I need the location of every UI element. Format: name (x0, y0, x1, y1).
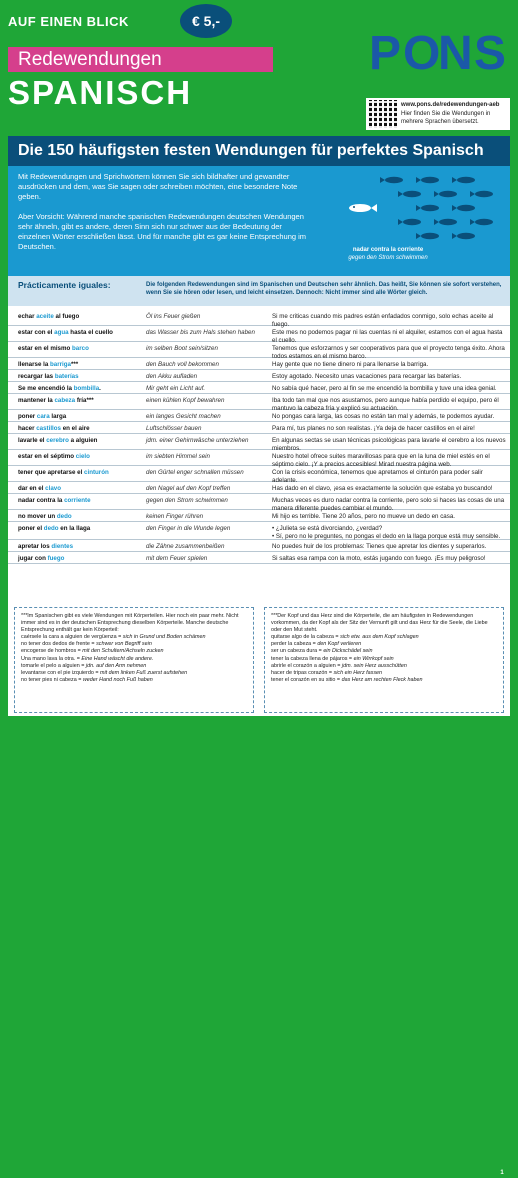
footer-pair: tomarle el pelo a alguien = jdn. auf den Arm nehmen (21, 662, 147, 669)
idiom-spanish-part: agua (54, 329, 69, 336)
idiom-german: den Gürtel enger schnallen müssen (146, 469, 244, 476)
idiom-spanish-part: Se me encendió la (18, 385, 74, 392)
idiom-table (8, 310, 510, 564)
footer-pair: tener la cabeza llena de pájaros = ein Wirrkopf sein (271, 655, 394, 662)
idiom-spanish (18, 385, 148, 393)
footer-pair: no tener dos dedos de frente = schwer von Begriff sein (21, 641, 152, 648)
table-row (8, 410, 510, 422)
idiom-spanish (18, 497, 148, 505)
idiom-german: Luftschlösser bauen (146, 425, 202, 432)
footer-right-box (264, 607, 504, 713)
idiom-spanish-part: echar (18, 313, 37, 320)
footer-pair-de: sich etw. aus dem Kopf schlagen (340, 634, 419, 641)
table-row (8, 522, 510, 540)
idiom-spanish (18, 313, 148, 321)
idiom-german: im selben Boot sein/sitzen (146, 345, 218, 352)
footer-pair-es: tener la cabeza llena de pájaros (271, 655, 348, 662)
idiom-spanish-part: hasta el cuello (68, 329, 113, 336)
idiom-spanish-part: larga (49, 413, 67, 420)
table-row (8, 358, 510, 370)
footer-pair-es: tomarle el pelo a alguien (21, 662, 80, 669)
footer-right-intro: ***Der Kopf und das Herz sind die Körperteile, die am häufigsten in Redewendungen vorkommen, da der Kopf als der Sitz der Vernunft gilt und das Herz für die Seele, die Liebe oder den Mut steht. (271, 613, 488, 634)
idiom-spanish-part: cara (36, 413, 50, 420)
series-label: AUF EINEN BLICK (8, 14, 129, 29)
lone-fish-icon (349, 204, 377, 212)
headline: Die 150 häufigsten festen Wendungen für perfektes Spanisch (8, 136, 510, 166)
table-row (8, 422, 510, 434)
footer-pair-de: das Herz am rechten Fleck haben (341, 676, 423, 683)
idiom-spanish-part: fuego (47, 555, 65, 562)
footer-pair-de: ein Dickschädel sein (323, 648, 373, 655)
idiom-example: No puedes huir de los problemas: Tienes que apretar los dientes y superarlos. (272, 543, 487, 550)
idiom-spanish (18, 513, 148, 521)
idiom-spanish (18, 345, 148, 353)
footer-pair: quitarse algo de la cabeza = sich etw. aus dem Kopf schlagen (271, 634, 419, 641)
footer-pair-es: hacer de tripas corazón (271, 669, 328, 676)
footer-pair-de: Eine Hand wäscht die andere. (81, 655, 154, 662)
footer-pair: hacer de tripas corazón = sich ein Herz fassen (271, 669, 383, 676)
table-row (8, 494, 510, 510)
idiom-german: Öl ins Feuer gießen (146, 313, 201, 320)
idiom-example: Estoy agotado. Necesito unas vacaciones para recargar las baterías. (272, 373, 462, 380)
idiom-german: den Nagel auf den Kopf treffen (146, 485, 231, 492)
idiom-spanish-part: no mover un (18, 513, 57, 520)
table-row (8, 552, 510, 564)
idiom-spanish-part: jugar con (18, 555, 48, 562)
table-row (8, 510, 510, 522)
idiom-example: Tenemos que esforzarnos y ser cooperativos para que el proyecto tenga éxito. Ahora todos estamos en el mismo barco. (272, 345, 505, 360)
idiom-spanish-part: al fuego (53, 313, 80, 320)
price-badge: € 5,- (180, 4, 232, 38)
idiom-german: keinen Finger rühren (146, 513, 204, 520)
footer-pair-de: ein Wirrkopf sein (353, 655, 394, 662)
footer-pair: caérsele la cara a alguien de vergüenza = sich in Grund und Boden schämen (21, 634, 206, 641)
idiom-spanish-part: a alguien (68, 437, 98, 444)
footer-pair-de: sich in Grund und Boden schämen (122, 634, 206, 641)
footer-pair-de: jdn. auf den Arm nehmen (85, 662, 147, 669)
idiom-example: No sabía qué hacer, pero al fin se me encendió la bombilla y tuve una idea genial. (272, 385, 497, 392)
idiom-german: einen kühlen Kopf bewahren (146, 397, 225, 404)
footer-pair: no tener pies ni cabeza = weder Hand noch Fuß haben (21, 676, 153, 683)
note-label: Prácticamente iguales: (18, 280, 111, 290)
idiom-spanish-part: estar con el (18, 329, 55, 336)
idiom-german: den Akku aufladen (146, 373, 198, 380)
idiom-spanish (18, 437, 148, 445)
idiom-spanish-part: en el aire (61, 425, 90, 432)
idiom-spanish-part: poner el (18, 525, 44, 532)
idiom-german: ein langes Gesicht machen (146, 413, 221, 420)
idiom-example: Mi hijo es terrible. Tiene 20 años, pero no mueve un dedo en casa. (272, 513, 455, 520)
footer-pair-es: levantarse con el pie izquierdo (21, 669, 94, 676)
idiom-spanish-part: tener que apretarse el (18, 469, 85, 476)
footer-pair-es: ser un cabeza dura (271, 648, 318, 655)
idiom-spanish-part: castillos (36, 425, 61, 432)
footer-pair-de: jdm. sein Herz ausschütten (341, 662, 407, 669)
idiom-spanish-part: barco (72, 345, 89, 352)
footer-pair-es: tener el corazón en su sitio (271, 676, 336, 683)
table-row (8, 310, 510, 326)
fish-illustration (308, 172, 508, 244)
idiom-example: Hay gente que no tiene dinero ni para llenarse la barriga. (272, 361, 429, 368)
idiom-spanish (18, 373, 148, 381)
idiom-spanish-part: fría*** (75, 397, 94, 404)
footer-pair-es: no tener dos dedos de frente (21, 641, 90, 648)
subtitle-band: Redewendungen (8, 47, 273, 72)
idiom-spanish-part: estar en el séptimo (18, 453, 76, 460)
page-title: SPANISCH (8, 74, 193, 111)
idiom-spanish-part: dientes (51, 543, 74, 550)
logo-letter-p: P (368, 27, 401, 80)
idiom-example: Has dado en el clavo, ¡esa es exactamente la solución que estaba yo buscando! (272, 485, 493, 492)
logo-letter-s: S (473, 27, 506, 80)
footer-pair-de: sich ein Herz fassen (333, 669, 383, 676)
table-row (8, 540, 510, 552)
idiom-spanish-part: mantener la (18, 397, 55, 404)
qr-code-icon[interactable] (369, 100, 397, 128)
table-row (8, 394, 510, 410)
footer-pair-es: encogerse de hombros (21, 648, 77, 655)
idiom-spanish (18, 525, 148, 533)
table-row (8, 450, 510, 466)
idiom-example: En algunas sectas se usan técnicas psicológicas para lavarle el cerebro a los nuevos miembros. (272, 437, 506, 452)
footer-pair: Una mano lava la otra. = Eine Hand wäscht die andere. (21, 655, 154, 662)
idiom-spanish-part: cabeza (54, 397, 76, 404)
footer-pair-es: quitarse algo de la cabeza (271, 634, 334, 641)
idiom-spanish (18, 453, 148, 461)
idiom-example: Este mes no podemos pagar ni las cuentas ni el alquiler, estamos con el agua hasta el cuello. (272, 329, 503, 344)
idiom-spanish-part: en la llaga (58, 525, 91, 532)
idiom-spanish (18, 485, 148, 493)
idiom-spanish-part: llenarse la (18, 361, 50, 368)
table-row (8, 326, 510, 342)
idiom-spanish-part: hacer (18, 425, 37, 432)
idiom-spanish (18, 413, 148, 421)
idiom-spanish-part: bombilla (73, 385, 100, 392)
idiom-example: Muchas veces es duro nadar contra la corriente, pero solo si haces las cosas de una manera diferente puedes cambiar el mundo. (272, 497, 505, 512)
fish-caption (328, 246, 448, 262)
idiom-german: im siebten Himmel sein (146, 453, 210, 460)
idiom-german: den Finger in die Wunde legen (146, 525, 231, 532)
footer-left-box (14, 607, 254, 713)
idiom-german: den Bauch voll bekommen (146, 361, 219, 368)
qr-caption (401, 101, 509, 127)
idiom-german: jdm. einer Gehirnwäsche unterziehen (146, 437, 249, 444)
table-row (8, 382, 510, 394)
idiom-spanish-part: dedo (43, 525, 59, 532)
idiom-spanish-part: poner (18, 413, 37, 420)
idiom-spanish (18, 425, 148, 433)
intro-panel (8, 166, 510, 276)
idiom-spanish-part: *** (70, 361, 79, 368)
footer-pair-de: mit den Schultern/Achseln zucken (82, 648, 164, 655)
footer-pair-de: schwer von Begriff sein (96, 641, 152, 648)
idiom-spanish-part: barriga (50, 361, 71, 368)
footer (8, 601, 510, 1176)
table-row (8, 434, 510, 450)
idiom-spanish-part: lavarle el (18, 437, 47, 444)
fish-caption-de: gegen den Strom schwimmen (348, 255, 428, 261)
idiom-spanish (18, 361, 148, 369)
idiom-spanish-part: nadar contra la (18, 497, 65, 504)
idiom-spanish (18, 555, 148, 563)
idiom-spanish (18, 543, 148, 551)
idiom-spanish-part: estar en el mismo (18, 345, 72, 352)
page-number: 1 (497, 1168, 507, 1178)
note-text: Die folgenden Redewendungen sind im Spanischen und Deutschen sehr ähnlich. Das heißt, Sie können sie sofort verstehen, wenn Sie sie hören oder lesen, und leicht einsetzen. Dennoch: Nicht immer sind alle Wörter gleich. (146, 282, 502, 296)
idiom-example: Iba todo tan mal que nos asustamos, pero aunque había perdido el equipo, pero él mantuvo la cabeza fría y explicó su actuación. (272, 397, 499, 412)
footer-pair-es: abrirle el corazón a alguien (271, 662, 336, 669)
pons-logo (368, 28, 508, 80)
table-row (8, 466, 510, 482)
table-row (8, 370, 510, 382)
idiom-german: mit dem Feuer spielen (146, 555, 208, 562)
footer-pair: levantarse con el pie izquierdo = mit dem linken Fuß zuerst aufstehen (21, 669, 188, 676)
idiom-spanish (18, 329, 148, 337)
logo-letter-n: N (438, 27, 473, 80)
idiom-spanish-part: cielo (75, 453, 90, 460)
footer-pair-es: perder la cabeza (271, 641, 312, 648)
idiom-example: Para mí, tus planes no son realistas. ¡Ya deja de hacer castillos en el aire! (272, 425, 475, 432)
idiom-example: Nuestro hotel ofrece suites maravillosas para que en la luna de miel estés en el séptimo cielo. ¡Y a precios accesibles! Mirad nuestra página web. (272, 453, 490, 468)
idiom-example: No pongas cara larga, las cosas no están tan mal y además, te podemos ayudar. (272, 413, 495, 420)
intro-paragraph-1: Mit Redewendungen und Sprichwörtern können Sie sich bildhafter und gewandter ausdrücken und dem, was Sie sagen oder schreiben möchten, eine besondere Note geben. (18, 172, 298, 201)
idiom-german: die Zähne zusammenbeißen (146, 543, 225, 550)
idiom-example: • ¿Julieta se está divorciando, ¿verdad? • Sí, pero no le preguntes, no pongas el dedo en la llaga porque está muy sensible. (272, 525, 501, 540)
idiom-spanish-part: corriente (64, 497, 91, 504)
footer-pair-es: Una mano lava la otra. (21, 655, 76, 662)
footer-pair: tener el corazón en su sitio = das Herz am rechten Fleck haben (271, 676, 423, 683)
idiom-spanish (18, 397, 148, 405)
idiom-german: das Wasser bis zum Hals stehen haben (146, 329, 255, 336)
table-row (8, 482, 510, 494)
logo-letter-o: O (403, 27, 441, 80)
footer-pair: perder la cabeza = den Kopf verlieren (271, 641, 362, 648)
footer-pair: abrirle el corazón a alguien = jdm. sein Herz ausschütten (271, 662, 407, 669)
idiom-german: Mir geht ein Licht auf. (146, 385, 206, 392)
idiom-german: gegen den Strom schwimmen (146, 497, 228, 504)
note-panel (8, 276, 510, 306)
footer-pair-de: mit dem linken Fuß zuerst aufstehen (99, 669, 188, 676)
footer-pair-de: weder Hand noch Fuß haben (82, 676, 153, 683)
idiom-spanish-part: baterías (54, 373, 79, 380)
idiom-example: Si me criticas cuando mis padres están enfadados conmigo, solo echas aceite al fuego. (272, 313, 494, 328)
idiom-spanish-part: . (99, 385, 101, 392)
content-sheet (8, 136, 510, 1176)
footer-pair-es: no tener pies ni cabeza (21, 676, 77, 683)
idiom-spanish-part: clavo (45, 485, 61, 492)
idiom-spanish-part: cerebro (46, 437, 69, 444)
footer-pair-de: den Kopf verlieren (317, 641, 362, 648)
qr-box (366, 98, 510, 130)
idiom-spanish-part: dar en el (18, 485, 46, 492)
idiom-spanish-part: cinturón (84, 469, 109, 476)
qr-text: Hier finden Sie die Wendungen in mehrere Sprachen übersetzt. (401, 110, 491, 125)
intro-paragraph-2: Aber Vorsicht: Während manche spanischen Redewendungen deutschen Wendungen sehr ähneln, gibt es andere, deren Sinn sich nur schwer aus der Bedeutung der einzelnen Wörter erschließen lässt. Und für manche gibt es gar keine Entsprechung im Deutschen. (18, 212, 307, 251)
fish-school-icon (380, 177, 493, 239)
qr-url[interactable]: www.pons.de/redewendungen-aeb (401, 102, 500, 108)
table-row (8, 342, 510, 358)
idiom-example: Si saltas esa rampa con la moto, estás jugando con fuego. ¡Es muy peligroso! (272, 555, 486, 562)
footer-left-intro: ***Im Spanischen gibt es viele Wendungen mit Körperteilen. Hier noch ein paar mehr. Nicht immer sind es in der deutschen Entsprechung dieselben Körperteile. Manche deutsche Entsprechung enthält gar kein Körperteil: (21, 613, 239, 634)
idiom-example: Con la crisis económica, tenemos que apretarnos el cinturón para poder salir adelante. (272, 469, 483, 484)
idiom-spanish-part: apretar los (18, 543, 52, 550)
footer-pair: encogerse de hombros = mit den Schultern/Achseln zucken (21, 648, 164, 655)
idiom-spanish-part: aceite (36, 313, 54, 320)
footer-pair: ser un cabeza dura = ein Dickschädel sein (271, 648, 373, 655)
idiom-spanish (18, 469, 148, 477)
footer-pair-es: caérsele la cara a alguien de vergüenza (21, 634, 117, 641)
idiom-spanish-part: dedo (56, 513, 72, 520)
idiom-spanish-part: recargar las (18, 373, 55, 380)
fish-caption-es: nadar contra la corriente (352, 247, 424, 253)
